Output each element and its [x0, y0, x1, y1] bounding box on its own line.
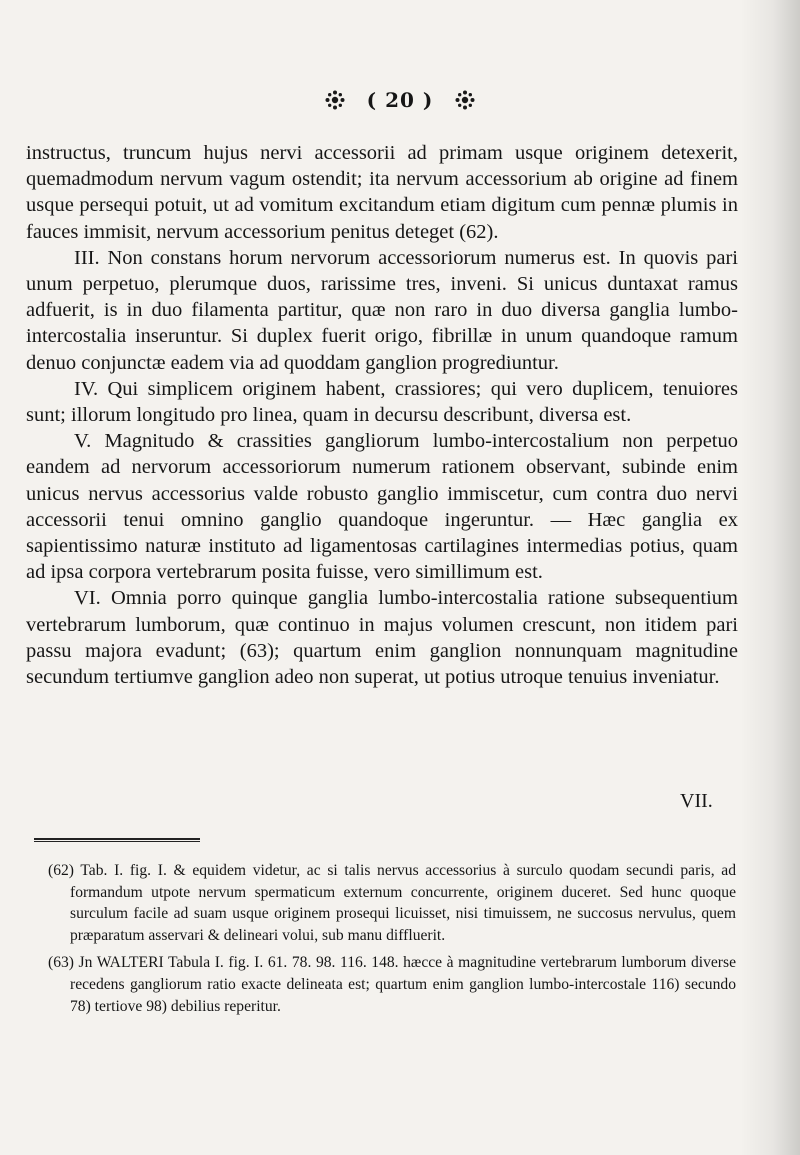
- footnotes: [48, 860, 736, 1023]
- page-edge-shadow: [740, 0, 800, 1155]
- catch-word: VII.: [680, 790, 713, 812]
- footnote-62: (62) Tab. I. fig. I. & equidem videtur, ac si talis nervus accessorius à surculo quodam secundi paris, ad formandum utpote nervum spermaticum externum concurrente, originem duceret. Sed hunc quoque surculum facile ad suam usque originem prosequi licuisset, nisi timuissem, ne succosus nervulus, quem præparatum asservari & delineari volui, sub manu diffluerit.: [48, 862, 736, 944]
- asterism-ornament-icon: [325, 90, 345, 110]
- paragraph-vi: VI. Omnia porro quinque ganglia lumbo-intercostalia ratione subsequentium vertebrarum lumborum, quæ continuo in majus volumen crescunt, non itidem pari passu majora evadunt; (63); quartum enim ganglion nonnunquam magnitudine secundum tertiumve ganglion adeo non superat, ut potius utroque tenuius inveniatur.: [26, 587, 738, 689]
- footnote-63: (63) Jn WALTERI Tabula I. fig. I. 61. 78. 98. 116. 148. hæcce à magnitudine vertebrarum lumborum diverse recedens gangliorum ratio exacte delineata est; quartum enim ganglion lumbo-intercostale 116) secundo 78) tertiove 98) debilius reperitur.: [48, 954, 736, 1015]
- footnote-divider: [34, 838, 200, 842]
- paragraph-iv: IV. Qui simplicem originem habent, crassiores; qui vero duplicem, tenuiores sunt; illorum longitudo pro linea, quam in decursu describunt, diversa est.: [26, 377, 738, 427]
- paragraph-continuation: instructus, truncum hujus nervi accessorii ad primam usque originem detexerit, quemadmodum nervum vagum ostendit; ita nervum accessorium ab origine ad finem usque persequi potuit, ut ad vomitum excitandum etiam digitum cum pennæ plumis in fauces immisit, nervum accessorium penitus deteget (62).: [26, 142, 738, 243]
- paragraph-v: V. Magnitudo & crassities gangliorum lumbo-intercostalium non perpetuo eandem ad nervorum accessoriorum numerum rationem observant, subinde enim unicus nervus accessorius valde robusto ganglio immiscetur, cum contra duo nervi accessorii tenui omnino ganglio quandoque ingeruntur. — Hæc ganglia ex sapientissimo naturæ instituto ad ligamentosas cartilagines intermedias potius, quam ad ipsa corpora vertebrarum posita fuisse, vero simillimum est.: [26, 430, 738, 584]
- page-number: ( 20 ): [366, 88, 434, 112]
- main-text: [26, 140, 738, 690]
- asterism-ornament-icon: [455, 90, 475, 110]
- page-header: [0, 88, 800, 112]
- paragraph-iii: III. Non constans horum nervorum accessoriorum numerus est. In quovis pari unum perpetuo, plerumque duos, rarissime tres, inveni. Si unicus duntaxat ramus adfuerit, is in duo filamenta partitur, quæ non raro in duo diversa ganglia lumbo-intercostalia inseruntur. Si duplex fuerit origo, fibrillæ in unum quandoque ramum denuo conjunctæ eadem via ad quoddam ganglion progrediuntur.: [26, 246, 738, 374]
